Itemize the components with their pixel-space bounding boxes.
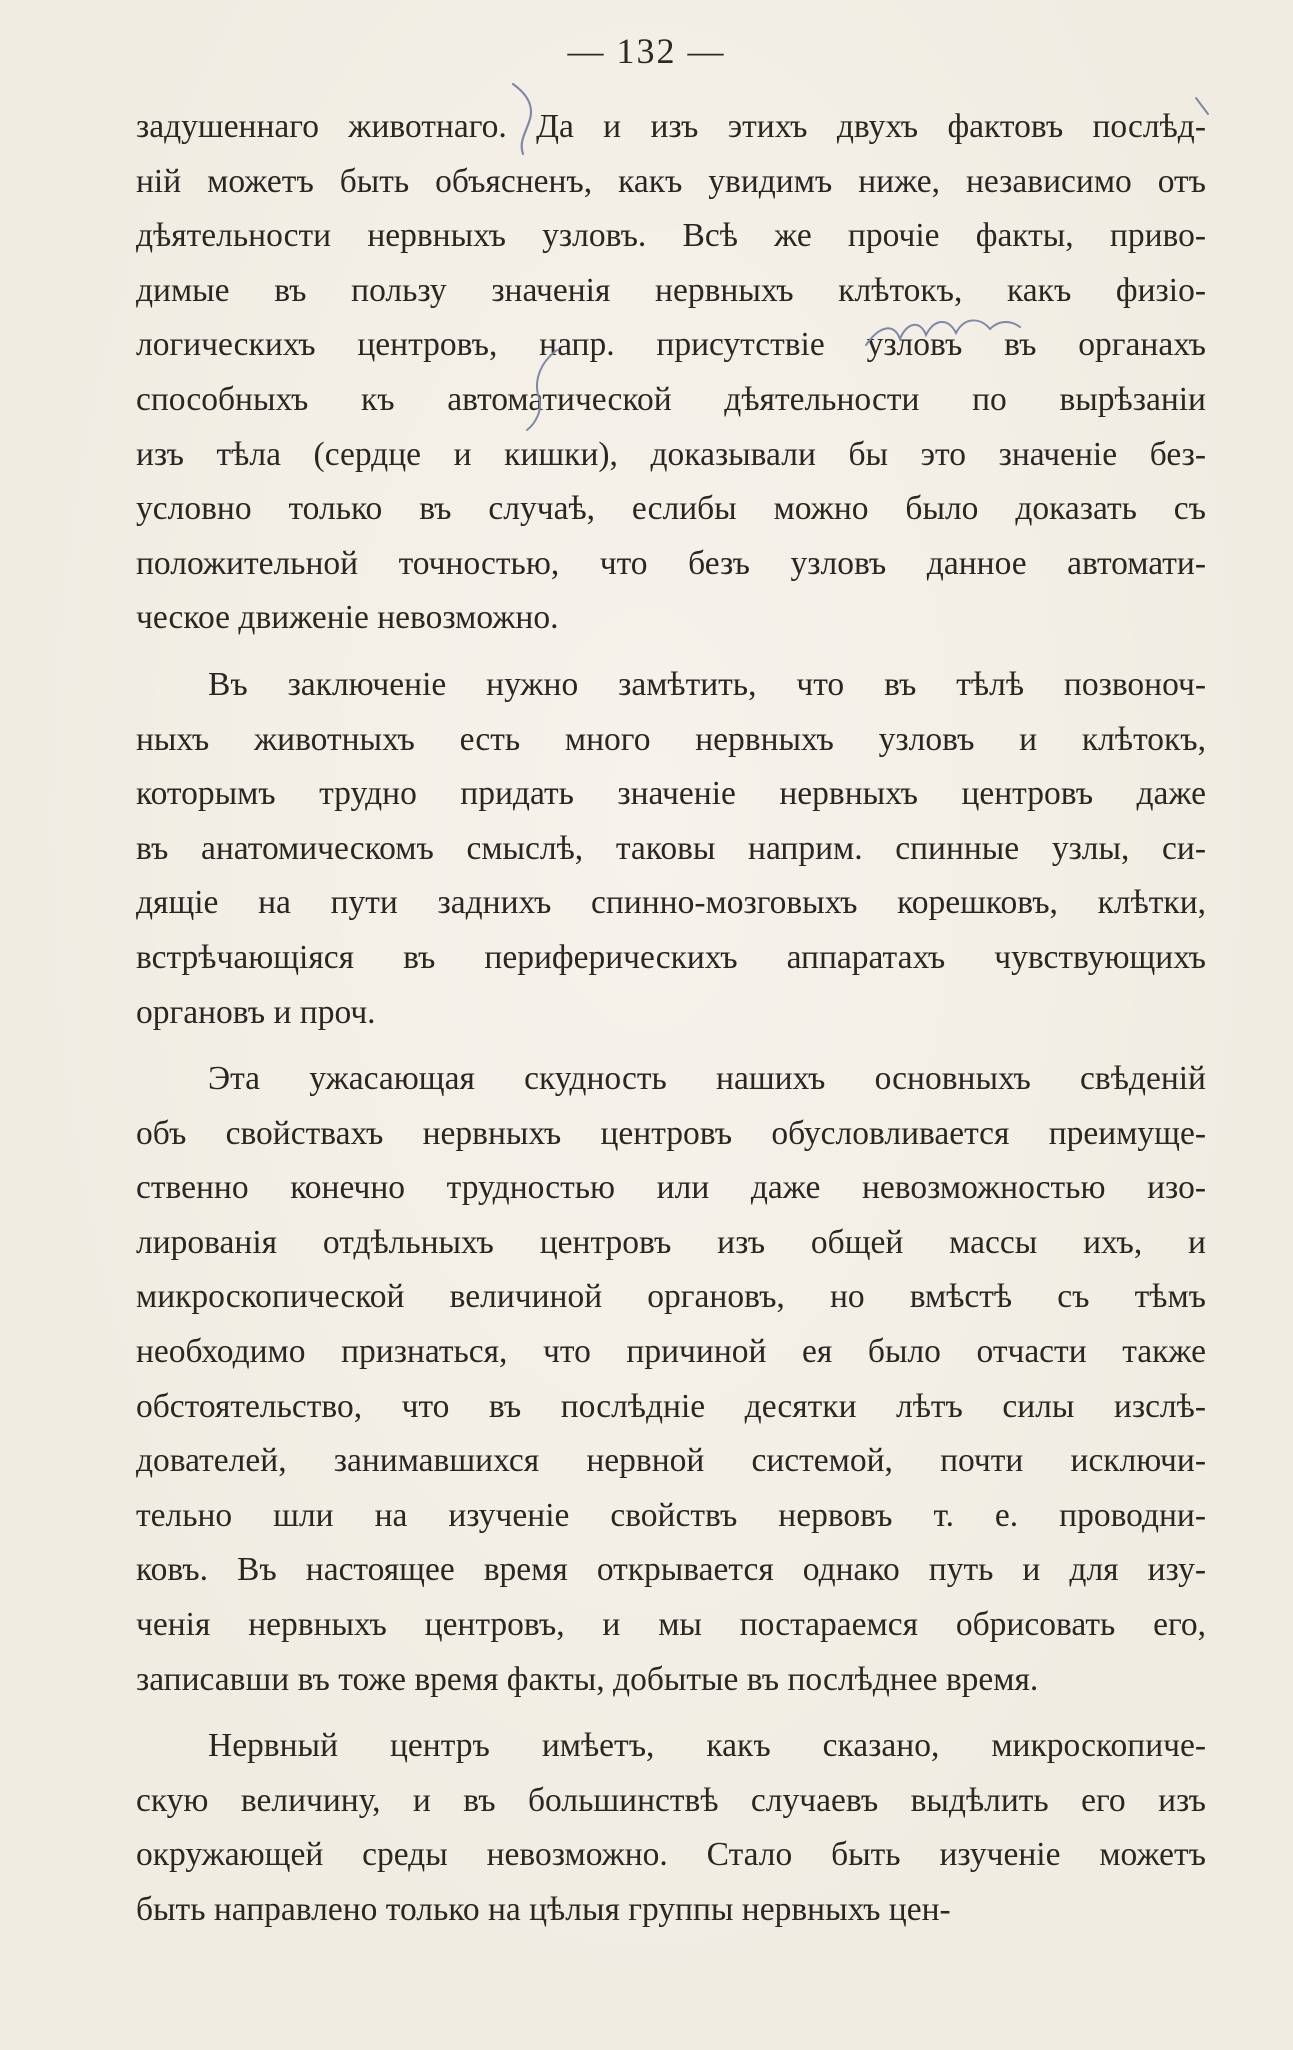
text-line: дящiе на пути заднихъ спинно-мозговыхъ корешковъ, клѣтки, (136, 884, 1206, 922)
text-line: ственно конечно трудностью или даже невозможностью изо- (136, 1169, 1206, 1207)
text-line: лированiя отдѣльныхъ центровъ изъ общей массы ихъ, и (136, 1223, 1206, 1261)
text-line: скую величину, и въ большинствѣ случаевъ выдѣлить его изъ (136, 1781, 1206, 1819)
paragraph-gap (136, 1040, 1206, 1052)
paragraph (136, 1719, 1206, 1937)
text-line: задушеннаго животнаго. Да и изъ этихъ двухъ фактовъ послѣд- (136, 108, 1206, 145)
body-text (136, 100, 1206, 1938)
text-line: способныхъ къ автоматической дѣятельности по вырѣзанiи (136, 380, 1206, 418)
text-line: Нервный центръ имѣетъ, какъ сказано, микроскопиче- (208, 1727, 1206, 1765)
text-line: тельно шли на изученiе свойствъ нервовъ т. е. проводни- (136, 1496, 1206, 1534)
text-line: окружающей среды невозможно. Стало быть изученiе можетъ (136, 1836, 1206, 1874)
text-line: микроскопической величиной органовъ, но вмѣстѣ съ тѣмъ (136, 1278, 1206, 1316)
text-line: органовъ и проч. (136, 993, 376, 1031)
text-line: дователей, занимавшихся нервной системой, почти исключи- (136, 1442, 1206, 1480)
text-line: ковъ. Въ настоящее время открывается однако путь и для изу- (136, 1551, 1206, 1589)
page-number: — 132 — (567, 31, 726, 71)
text-line: нiй можетъ быть объясненъ, какъ увидимъ ниже, независимо отъ (136, 162, 1206, 200)
text-line: дѣятельности нервныхъ узловъ. Всѣ же прочiе факты, приво- (136, 217, 1206, 255)
text-line: логическихъ центровъ, напр. присутствiе узловъ въ органахъ (136, 326, 1206, 364)
text-line: въ анатомическомъ смыслѣ, таковы наприм. спинные узлы, си- (136, 829, 1206, 867)
text-line: ченiя нервныхъ центровъ, и мы постараемся обрисовать его, (136, 1606, 1206, 1644)
text-line: быть направлено только на цѣлыя группы нервныхъ цен- (136, 1891, 951, 1928)
text-line: записавши въ тоже время факты, добытые въ послѣднее время. (136, 1660, 1039, 1698)
paragraph (136, 658, 1206, 1040)
text-line: димые въ пользу значенiя нервныхъ клѣтокъ, какъ физiо- (136, 271, 1206, 309)
text-line: ческое движенiе невозможно. (136, 599, 559, 637)
text-line: ныхъ животныхъ есть много нервныхъ узловъ и клѣтокъ, (136, 720, 1206, 758)
text-line: которымъ трудно придать значенiе нервныхъ центровъ даже (136, 775, 1206, 813)
text-line: Въ заключенiе нужно замѣтить, что въ тѣлѣ позвоноч- (208, 665, 1206, 703)
paragraph (136, 1052, 1206, 1707)
text-line: необходимо признаться, что причиной ея было отчасти также (136, 1333, 1206, 1371)
paragraph-gap (136, 1707, 1206, 1719)
text-line: встрѣчающiяся въ периферическихъ аппаратахъ чувствующихъ (136, 938, 1206, 976)
text-line: изъ тѣла (сердце и кишки), доказывали бы это значенiе без- (136, 435, 1206, 473)
paragraph-gap (136, 646, 1206, 658)
text-line: Эта ужасающая скудность нашихъ основныхъ свѣденiй (208, 1060, 1206, 1098)
text-line: положительной точностью, что безъ узловъ данное автомати- (136, 544, 1206, 582)
text-line: условно только въ случаѣ, еслибы можно было доказать съ (136, 490, 1206, 528)
paragraph (136, 100, 1206, 646)
text-line: объ свойствахъ нервныхъ центровъ обусловливается преимуще- (136, 1114, 1206, 1152)
text-line: обстоятельство, что въ послѣднiе десятки лѣтъ силы изслѣ- (136, 1387, 1206, 1425)
